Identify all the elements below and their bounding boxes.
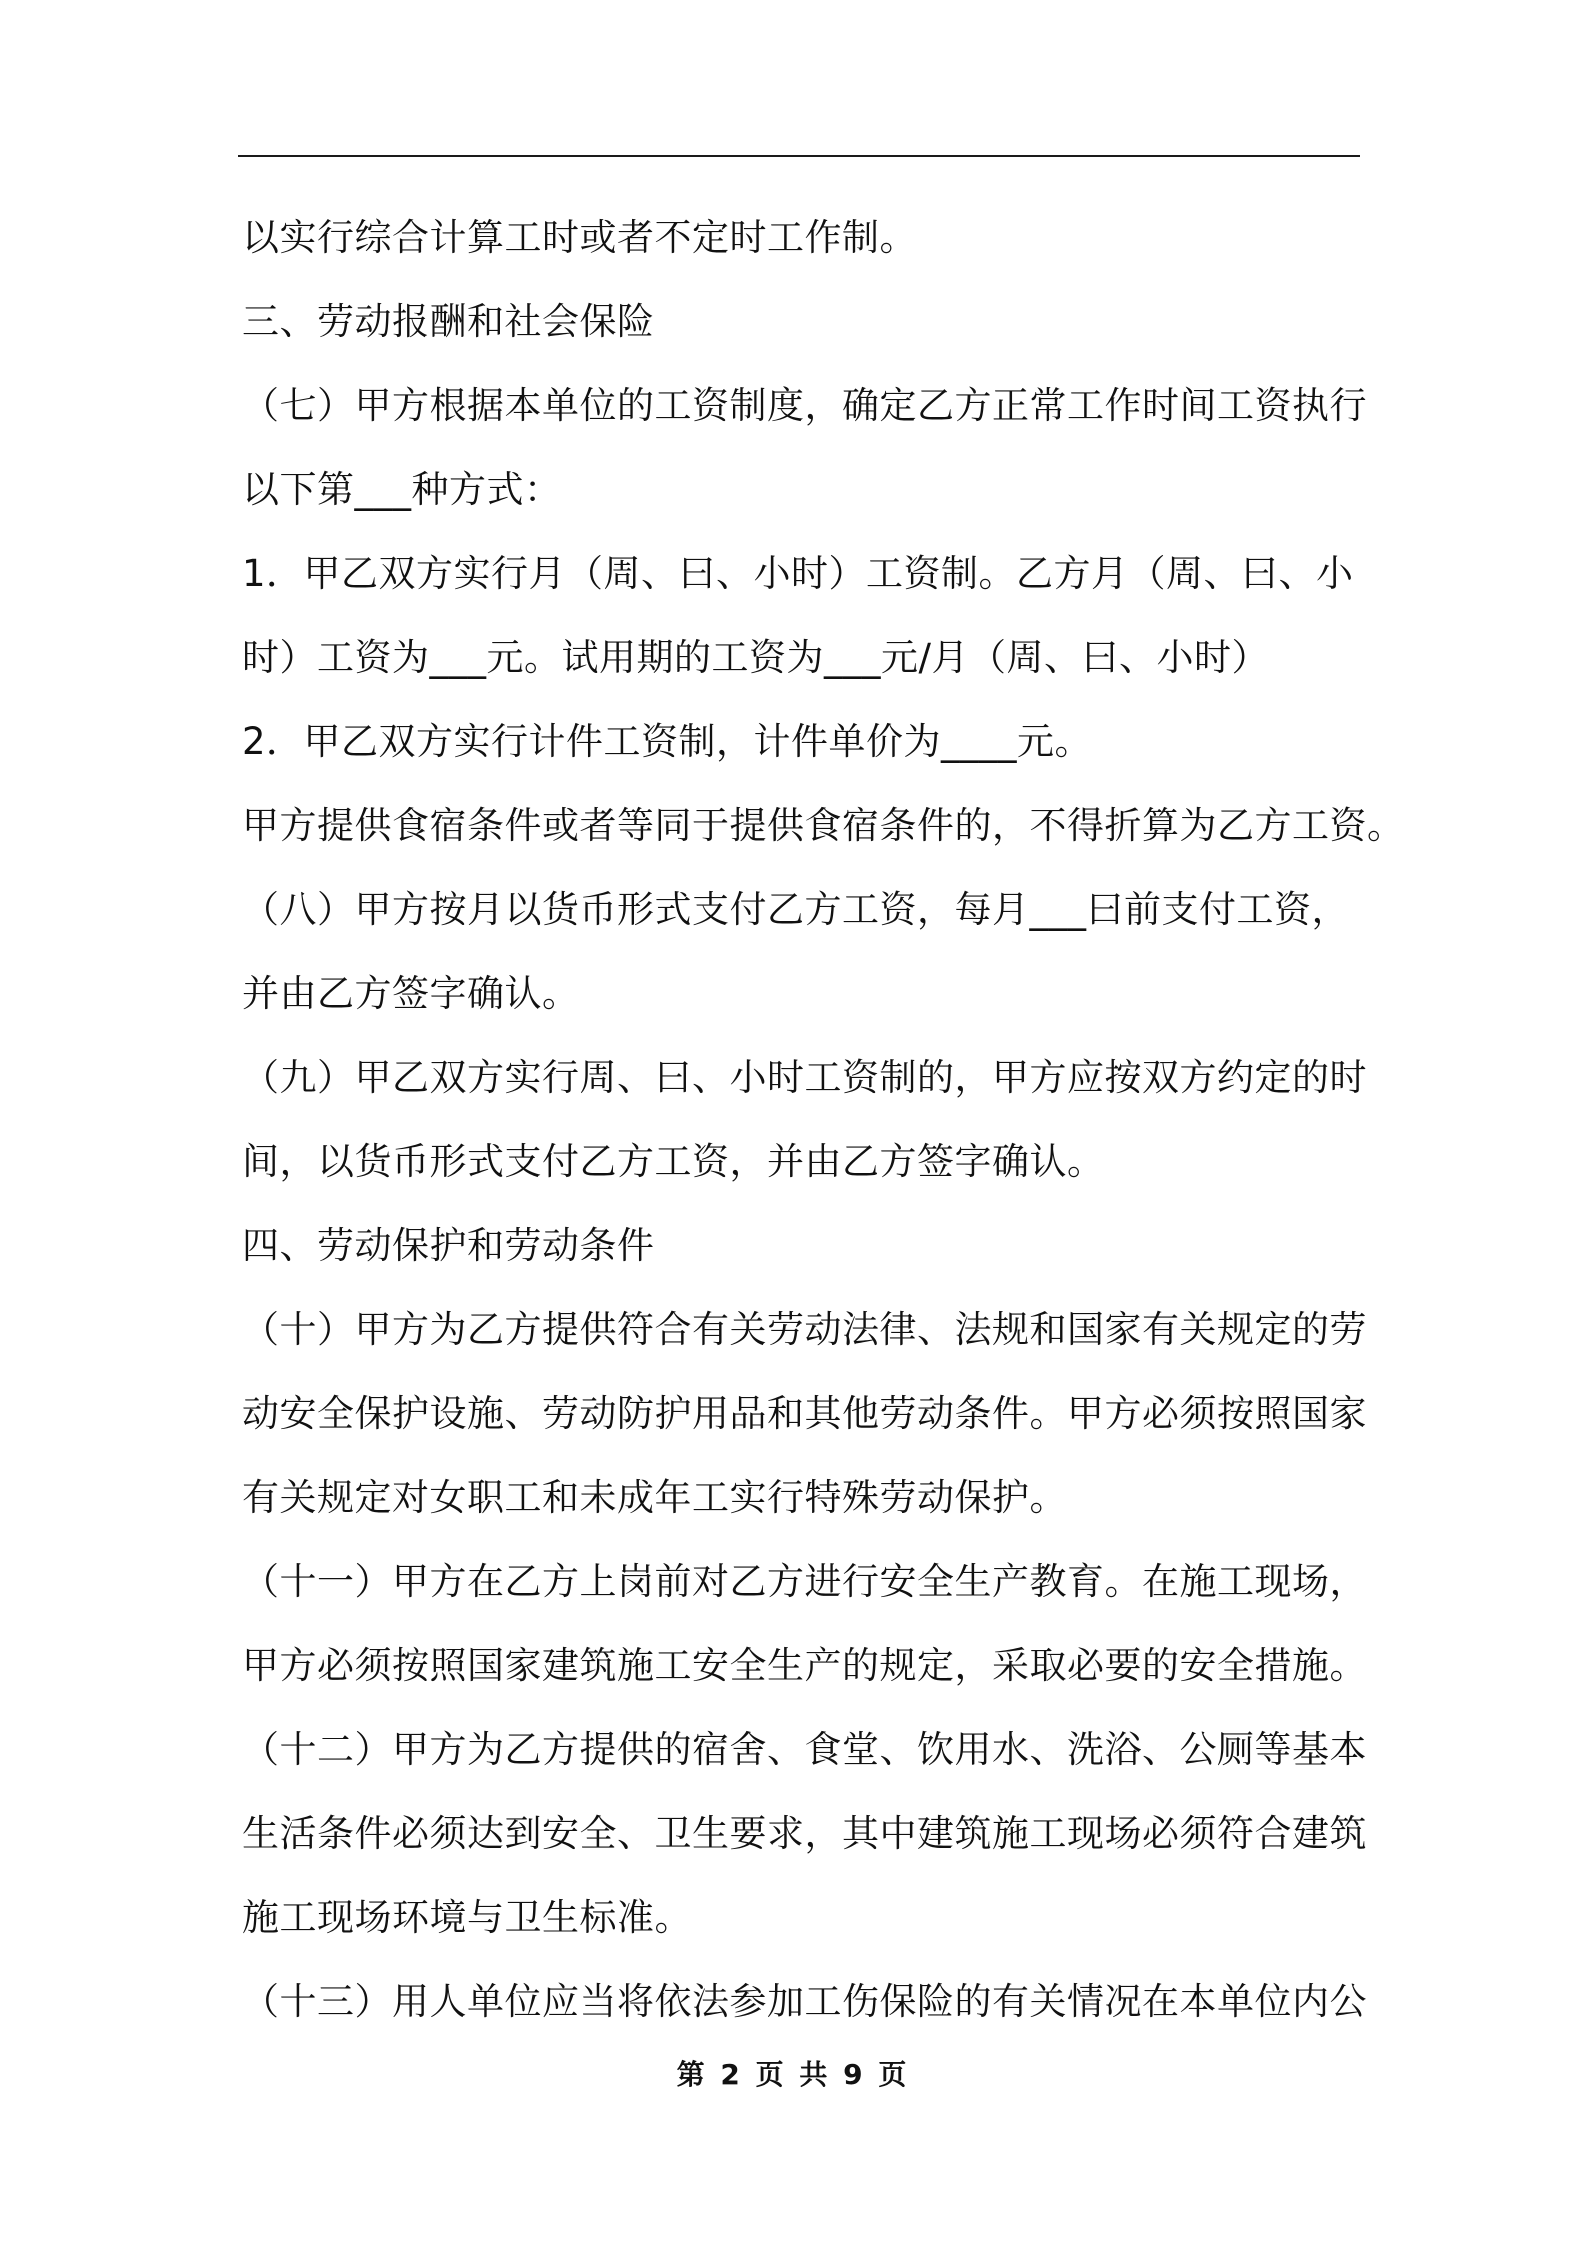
text-line: （十一）甲方在乙方上岗前对乙方进行安全生产教育。在施工现场，: [242, 1560, 1367, 1603]
text-line: 甲方必须按照国家建筑施工安全生产的规定，采取必要的安全措施。: [242, 1644, 1367, 1687]
text-line: 生活条件必须达到安全、卫生要求，其中建筑施工现场必须符合建筑: [242, 1812, 1367, 1855]
text-line: 以实行综合计算工时或者不定时工作制。: [242, 216, 917, 259]
text-line: 2．甲乙双方实行计件工资制，计件单价为____元。: [242, 720, 1093, 763]
text-line: （十三）用人单位应当将依法参加工伤保险的有关情况在本单位内公: [242, 1980, 1367, 2023]
page-number: 第 2 页 共 9 页: [676, 2058, 910, 2091]
text-line: 以下第___种方式：: [242, 468, 562, 511]
text-line: （七）甲方根据本单位的工资制度，确定乙方正常工作时间工资执行: [242, 384, 1367, 427]
header-rule: [238, 155, 1360, 157]
text-line: 甲方提供食宿条件或者等同于提供食宿条件的，不得折算为乙方工资。: [242, 804, 1405, 847]
document-body: [242, 196, 1405, 2044]
text-line: 施工现场环境与卫生标准。: [242, 1896, 692, 1939]
text-line: 动安全保护设施、劳动防护用品和其他劳动条件。甲方必须按照国家: [242, 1392, 1367, 1435]
text-line: （十）甲方为乙方提供符合有关劳动法律、法规和国家有关规定的劳: [242, 1308, 1367, 1351]
section-heading: 四、劳动保护和劳动条件: [242, 1224, 655, 1267]
text-line: 1．甲乙双方实行月（周、曰、小时）工资制。乙方月（周、曰、小: [242, 552, 1354, 595]
text-line: 间，以货币形式支付乙方工资，并由乙方签字确认。: [242, 1140, 1105, 1183]
text-line: 有关规定对女职工和未成年工实行特殊劳动保护。: [242, 1476, 1067, 1519]
text-line: 并由乙方签字确认。: [242, 972, 580, 1015]
section-heading: 三、劳动报酬和社会保险: [242, 300, 655, 343]
text-line: 时）工资为___元。试用期的工资为___元/月（周、曰、小时）: [242, 636, 1269, 679]
text-line: （八）甲方按月以货币形式支付乙方工资，每月___曰前支付工资，: [242, 888, 1349, 931]
text-line: （十二）甲方为乙方提供的宿舍、食堂、饮用水、洗浴、公厕等基本: [242, 1728, 1367, 1771]
text-line: （九）甲乙双方实行周、曰、小时工资制的，甲方应按双方约定的时: [242, 1056, 1367, 1099]
